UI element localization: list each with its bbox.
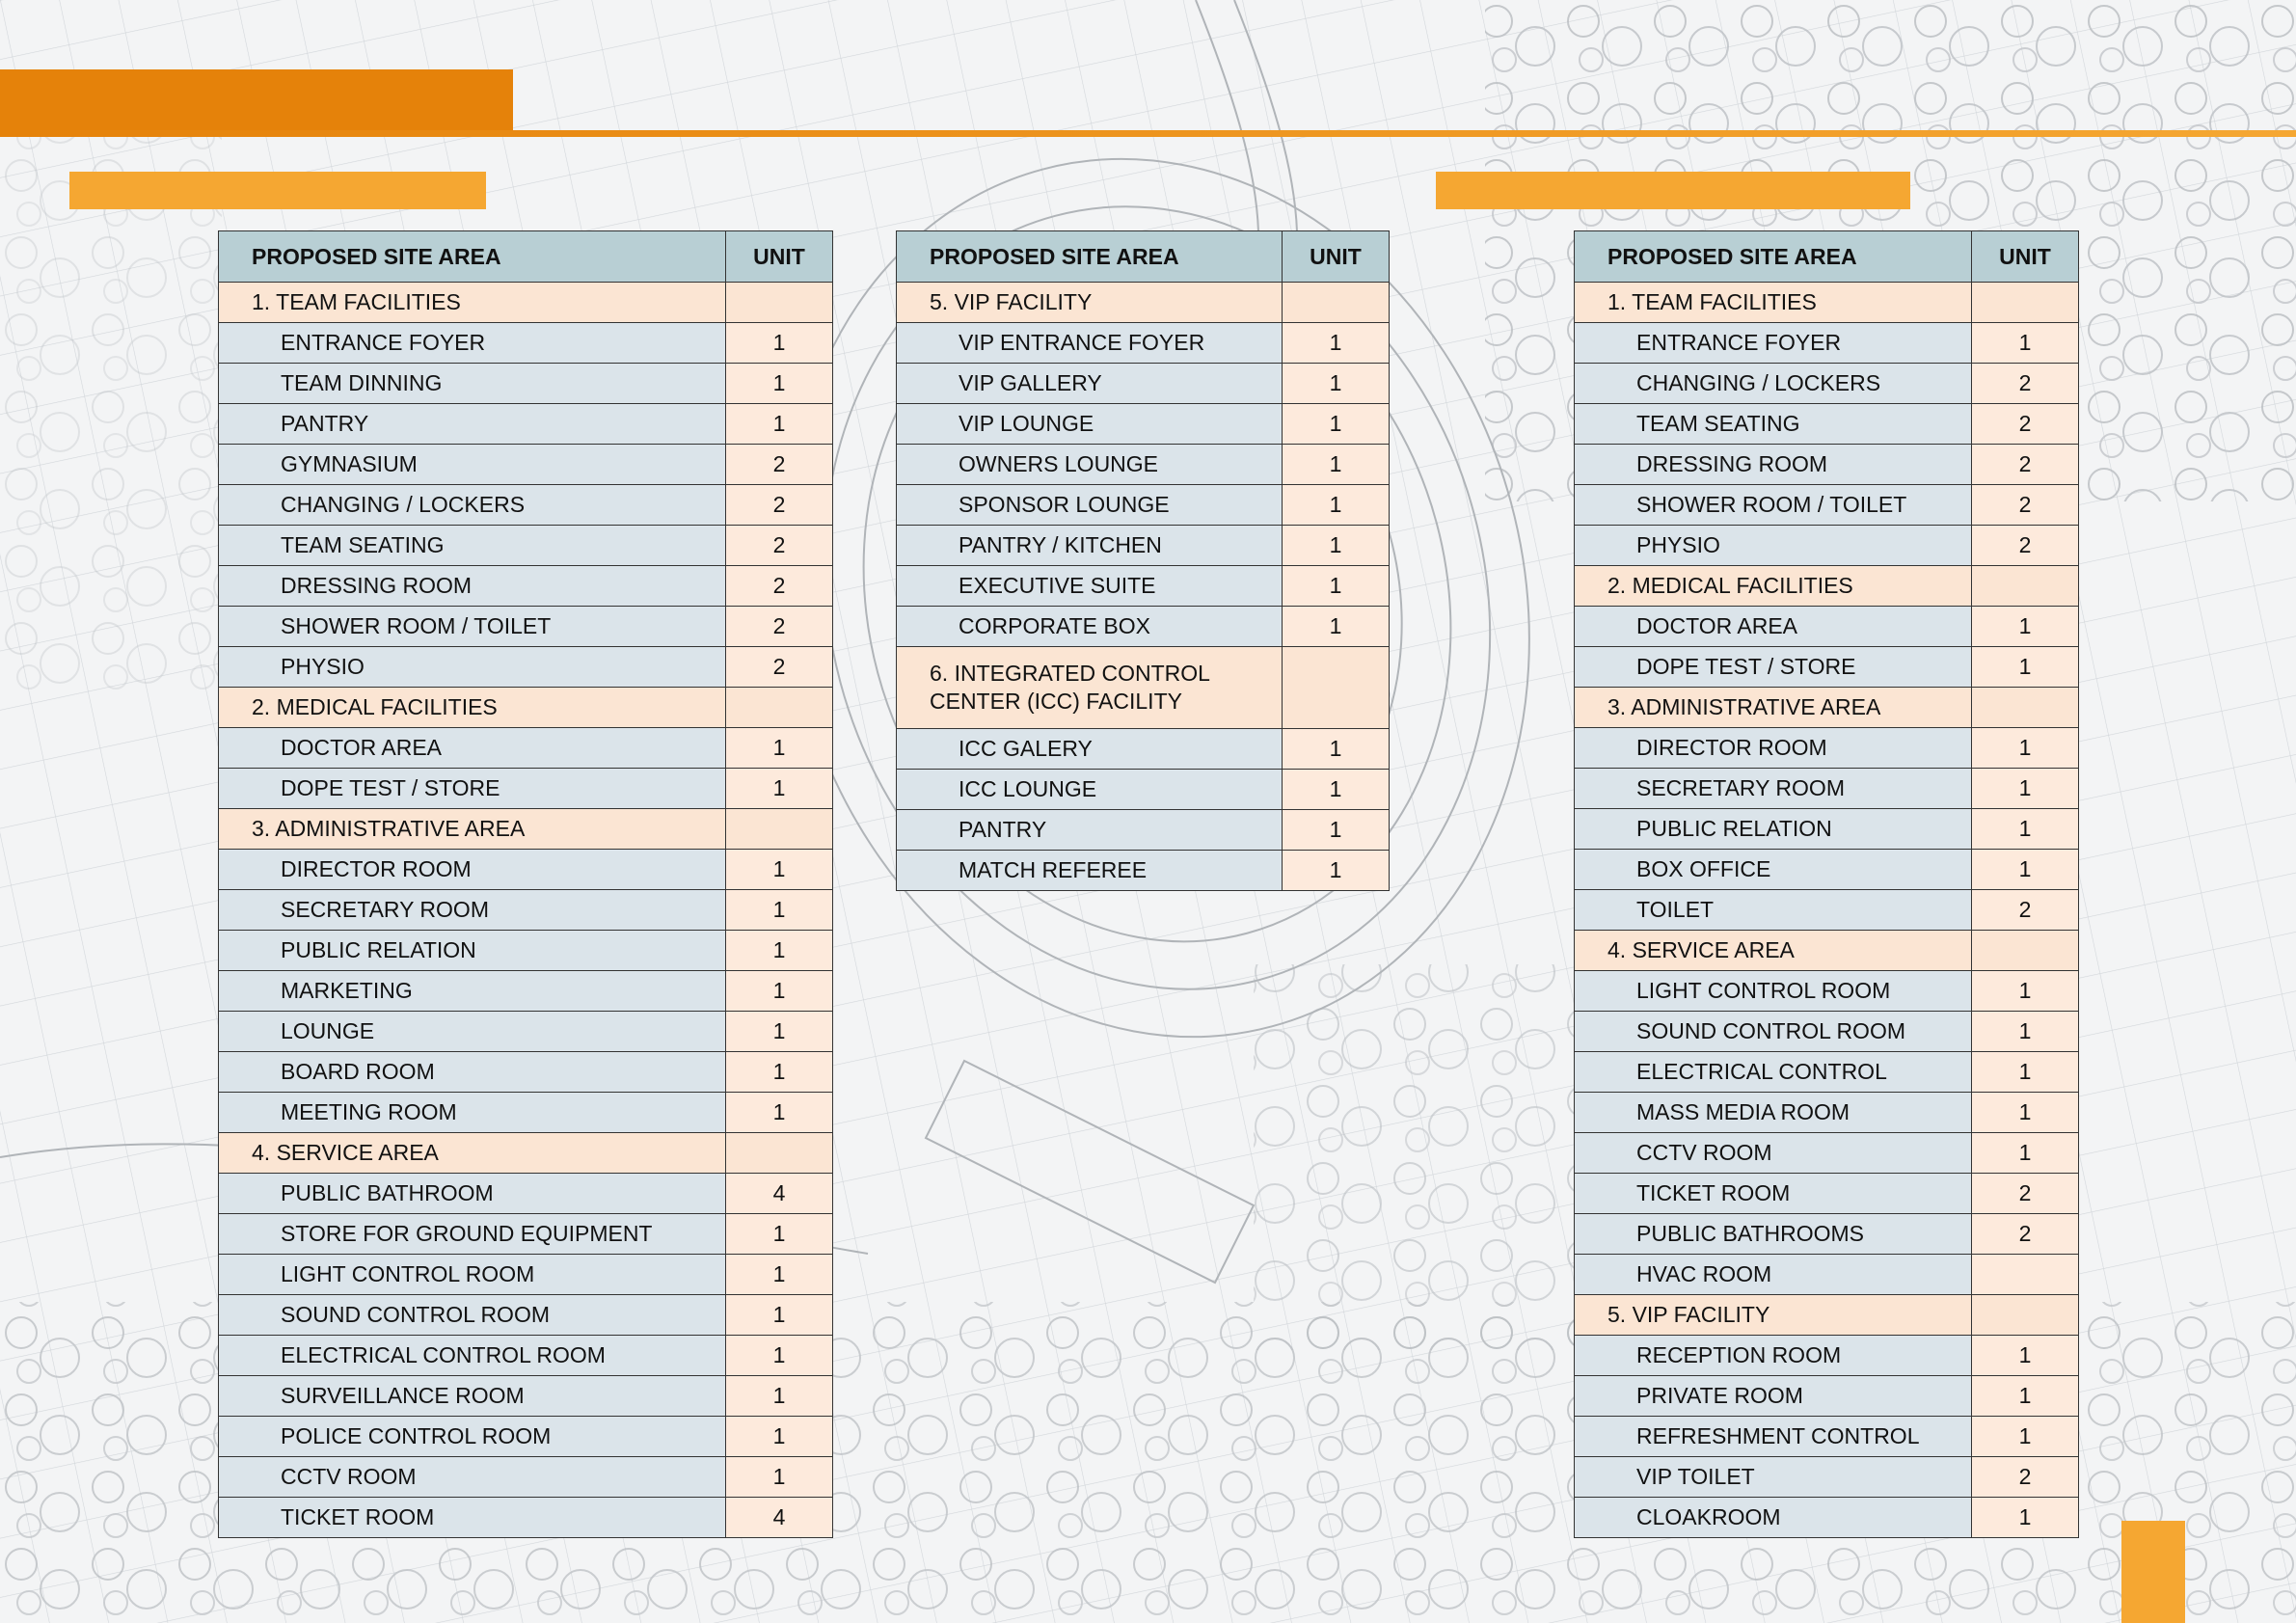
unit-count: 2 (726, 445, 833, 485)
space-name: MARKETING (219, 971, 726, 1012)
table-row (897, 770, 1390, 810)
table-row (219, 1417, 833, 1457)
space-name: MEETING ROOM (219, 1093, 726, 1133)
space-name: VIP GALLERY (897, 364, 1283, 404)
space-name: MASS MEDIA ROOM (1575, 1093, 1972, 1133)
unit-count: 1 (726, 1012, 833, 1052)
table-row (219, 485, 833, 526)
space-name: TICKET ROOM (219, 1498, 726, 1538)
category-name: 5. VIP FACILITY (897, 283, 1283, 323)
unit-count: 1 (726, 404, 833, 445)
table-body (219, 283, 833, 1538)
right-label-bar (1436, 172, 1910, 209)
table-row (219, 1376, 833, 1417)
space-name: CLOAKROOM (1575, 1498, 1972, 1538)
unit-count: 1 (1972, 1093, 2079, 1133)
table-row (1575, 1457, 2079, 1498)
unit-count (1972, 1255, 2079, 1295)
unit-count: 1 (726, 971, 833, 1012)
table-row (897, 566, 1390, 607)
table-row (219, 1174, 833, 1214)
unit-count: 1 (1972, 647, 2079, 688)
space-name: LIGHT CONTROL ROOM (1575, 971, 1972, 1012)
table-row (219, 1295, 833, 1336)
unit-count: 1 (726, 1093, 833, 1133)
category-row (1575, 566, 2079, 607)
table-row (897, 364, 1390, 404)
unit-count (1972, 283, 2079, 323)
unit-count: 2 (1972, 445, 2079, 485)
space-name: TICKET ROOM (1575, 1174, 1972, 1214)
table-row (897, 445, 1390, 485)
category-row (1575, 283, 2079, 323)
unit-count: 1 (1972, 1012, 2079, 1052)
table-row (1575, 1052, 2079, 1093)
category-name: 3. ADMINISTRATIVE AREA (1575, 688, 1972, 728)
table-row (897, 810, 1390, 851)
space-name: OWNERS LOUNGE (897, 445, 1283, 485)
unit-count: 2 (1972, 364, 2079, 404)
unit-count: 1 (1972, 1336, 2079, 1376)
unit-count (726, 809, 833, 850)
space-name: CHANGING / LOCKERS (219, 485, 726, 526)
unit-count: 1 (726, 1457, 833, 1498)
unit-count: 1 (726, 1214, 833, 1255)
category-name: 4. SERVICE AREA (219, 1133, 726, 1174)
space-name: SECRETARY ROOM (1575, 769, 1972, 809)
space-name: PUBLIC RELATION (1575, 809, 1972, 850)
unit-count: 1 (1972, 607, 2079, 647)
table-row (219, 607, 833, 647)
table-row (1575, 485, 2079, 526)
unit-count: 1 (1283, 729, 1390, 770)
space-name: TOILET (1575, 890, 1972, 931)
table-row (897, 729, 1390, 770)
space-name: DOCTOR AREA (219, 728, 726, 769)
left-label-bar (69, 172, 486, 209)
table-body (1575, 283, 2079, 1538)
table-row (219, 769, 833, 809)
category-name: 3. ADMINISTRATIVE AREA (219, 809, 726, 850)
unit-count: 2 (726, 485, 833, 526)
table-row (897, 485, 1390, 526)
table-row (219, 1214, 833, 1255)
space-name: REFRESHMENT CONTROL (1575, 1417, 1972, 1457)
unit-count: 1 (1283, 404, 1390, 445)
unit-count: 2 (1972, 404, 2079, 445)
unit-count: 1 (1972, 1133, 2079, 1174)
category-row (1575, 931, 2079, 971)
table-row (219, 1498, 833, 1538)
unit-count: 1 (1283, 770, 1390, 810)
space-name: PRIVATE ROOM (1575, 1376, 1972, 1417)
table-row (219, 566, 833, 607)
unit-count: 1 (1283, 485, 1390, 526)
table-row (897, 607, 1390, 647)
category-name: 6. INTEGRATED CONTROL CENTER (ICC) FACILITY (897, 647, 1283, 729)
space-name: CCTV ROOM (1575, 1133, 1972, 1174)
space-name: ENTRANCE FOYER (219, 323, 726, 364)
space-name: ELECTRICAL CONTROL ROOM (219, 1336, 726, 1376)
space-name: VIP TOILET (1575, 1457, 1972, 1498)
table-row (1575, 1133, 2079, 1174)
category-name: 5. VIP FACILITY (1575, 1295, 1972, 1336)
table-header-row (219, 231, 833, 283)
table-row (897, 851, 1390, 891)
unit-count: 1 (1283, 566, 1390, 607)
unit-count: 1 (1283, 364, 1390, 404)
program-table-2 (896, 230, 1390, 891)
space-name: TEAM SEATING (219, 526, 726, 566)
unit-count: 2 (1972, 526, 2079, 566)
space-name: SURVEILLANCE ROOM (219, 1376, 726, 1417)
unit-count (726, 688, 833, 728)
table-row (1575, 1417, 2079, 1457)
unit-count: 1 (1283, 851, 1390, 891)
category-row (219, 283, 833, 323)
table-row (219, 1336, 833, 1376)
table-row (1575, 445, 2079, 485)
table-row (1575, 404, 2079, 445)
table-row (219, 647, 833, 688)
unit-count: 1 (726, 1255, 833, 1295)
table-row (1575, 1214, 2079, 1255)
space-name: SECRETARY ROOM (219, 890, 726, 931)
table-row (219, 445, 833, 485)
table-row (1575, 1336, 2079, 1376)
table-row (1575, 890, 2079, 931)
unit-count: 4 (726, 1174, 833, 1214)
unit-count (1972, 566, 2079, 607)
table-row (219, 890, 833, 931)
space-name: SOUND CONTROL ROOM (219, 1295, 726, 1336)
unit-count: 2 (726, 647, 833, 688)
space-name: DOCTOR AREA (1575, 607, 1972, 647)
unit-count: 1 (726, 931, 833, 971)
unit-count: 2 (726, 607, 833, 647)
corner-accent-block (2121, 1521, 2185, 1623)
table-row (1575, 1376, 2079, 1417)
unit-count: 1 (726, 1052, 833, 1093)
table-row (897, 323, 1390, 364)
unit-count: 1 (726, 364, 833, 404)
unit-count: 1 (1283, 607, 1390, 647)
category-row (219, 1133, 833, 1174)
unit-count: 1 (1283, 445, 1390, 485)
table-row (1575, 364, 2079, 404)
unit-count: 2 (1972, 890, 2079, 931)
table-row (1575, 769, 2079, 809)
unit-count (1972, 1295, 2079, 1336)
unit-count: 1 (726, 1417, 833, 1457)
category-name: 2. MEDICAL FACILITIES (219, 688, 726, 728)
space-name: DIRECTOR ROOM (219, 850, 726, 890)
space-name: PANTRY / KITCHEN (897, 526, 1283, 566)
category-row (219, 809, 833, 850)
table-row (219, 1457, 833, 1498)
unit-count: 1 (726, 1376, 833, 1417)
space-name: VIP ENTRANCE FOYER (897, 323, 1283, 364)
program-table-3 (1574, 230, 2079, 1538)
space-name: LOUNGE (219, 1012, 726, 1052)
table-row (1575, 1498, 2079, 1538)
unit-count: 1 (1972, 728, 2079, 769)
table-row (219, 931, 833, 971)
unit-count (1283, 647, 1390, 729)
unit-count: 4 (726, 1498, 833, 1538)
header-accent-line (0, 130, 2296, 137)
space-name: PUBLIC BATHROOM (219, 1174, 726, 1214)
space-name: HVAC ROOM (1575, 1255, 1972, 1295)
unit-count: 1 (1972, 1376, 2079, 1417)
space-name: CHANGING / LOCKERS (1575, 364, 1972, 404)
header-accent-block (0, 69, 513, 135)
table-row (219, 1012, 833, 1052)
space-name: EXECUTIVE SUITE (897, 566, 1283, 607)
unit-count: 1 (726, 323, 833, 364)
unit-count: 1 (726, 1295, 833, 1336)
space-name: BOARD ROOM (219, 1052, 726, 1093)
space-name: PUBLIC BATHROOMS (1575, 1214, 1972, 1255)
space-name: ELECTRICAL CONTROL (1575, 1052, 1972, 1093)
space-name: DOPE TEST / STORE (219, 769, 726, 809)
table-row (1575, 607, 2079, 647)
unit-count: 1 (726, 890, 833, 931)
unit-count (726, 283, 833, 323)
unit-count: 1 (1283, 810, 1390, 851)
category-name: 1. TEAM FACILITIES (219, 283, 726, 323)
column-header-area: PROPOSED SITE AREA (1575, 231, 1972, 283)
table-row (219, 850, 833, 890)
space-name: PANTRY (897, 810, 1283, 851)
table-row (1575, 1093, 2079, 1133)
space-name: DRESSING ROOM (1575, 445, 1972, 485)
space-name: VIP LOUNGE (897, 404, 1283, 445)
unit-count: 2 (726, 566, 833, 607)
space-name: PHYSIO (219, 647, 726, 688)
space-name: SHOWER ROOM / TOILET (1575, 485, 1972, 526)
space-name: PHYSIO (1575, 526, 1972, 566)
category-row (1575, 688, 2079, 728)
space-name: POLICE CONTROL ROOM (219, 1417, 726, 1457)
space-name: PANTRY (219, 404, 726, 445)
table-row (219, 1052, 833, 1093)
table-row (1575, 1174, 2079, 1214)
unit-count: 2 (1972, 1214, 2079, 1255)
category-name: 4. SERVICE AREA (1575, 931, 1972, 971)
unit-count: 1 (1972, 1052, 2079, 1093)
table-header-row (1575, 231, 2079, 283)
unit-count: 2 (1972, 1457, 2079, 1498)
space-name: PUBLIC RELATION (219, 931, 726, 971)
unit-count: 2 (726, 526, 833, 566)
table-row (219, 323, 833, 364)
unit-count: 2 (1972, 1174, 2079, 1214)
unit-count: 1 (1972, 769, 2079, 809)
space-name: STORE FOR GROUND EQUIPMENT (219, 1214, 726, 1255)
column-header-area: PROPOSED SITE AREA (219, 231, 726, 283)
column-header-unit: UNIT (1283, 231, 1390, 283)
table-row (219, 1093, 833, 1133)
space-name: RECEPTION ROOM (1575, 1336, 1972, 1376)
space-name: TEAM SEATING (1575, 404, 1972, 445)
unit-count: 1 (1283, 526, 1390, 566)
category-row (897, 283, 1390, 323)
space-name: CCTV ROOM (219, 1457, 726, 1498)
unit-count (1972, 688, 2079, 728)
space-name: MATCH REFEREE (897, 851, 1283, 891)
category-name: 2. MEDICAL FACILITIES (1575, 566, 1972, 607)
unit-count: 1 (1972, 809, 2079, 850)
space-name: CORPORATE BOX (897, 607, 1283, 647)
table-row (219, 404, 833, 445)
table-row (1575, 850, 2079, 890)
space-name: ICC LOUNGE (897, 770, 1283, 810)
table-row (1575, 526, 2079, 566)
table-row (1575, 1255, 2079, 1295)
space-name: SOUND CONTROL ROOM (1575, 1012, 1972, 1052)
space-name: DRESSING ROOM (219, 566, 726, 607)
space-name: DOPE TEST / STORE (1575, 647, 1972, 688)
table-row (219, 526, 833, 566)
unit-count: 1 (1283, 323, 1390, 364)
table-row (219, 971, 833, 1012)
table-row (219, 1255, 833, 1295)
unit-count (726, 1133, 833, 1174)
space-name: ENTRANCE FOYER (1575, 323, 1972, 364)
unit-count: 1 (726, 769, 833, 809)
unit-count: 1 (1972, 1417, 2079, 1457)
space-name: GYMNASIUM (219, 445, 726, 485)
category-row (1575, 1295, 2079, 1336)
table-row (1575, 809, 2079, 850)
program-table-1 (218, 230, 833, 1538)
column-header-unit: UNIT (726, 231, 833, 283)
table-row (1575, 728, 2079, 769)
table-row (1575, 647, 2079, 688)
column-header-area: PROPOSED SITE AREA (897, 231, 1283, 283)
table-row (897, 526, 1390, 566)
space-name: SPONSOR LOUNGE (897, 485, 1283, 526)
unit-count: 1 (1972, 971, 2079, 1012)
unit-count (1972, 931, 2079, 971)
table-header-row (897, 231, 1390, 283)
unit-count: 1 (726, 850, 833, 890)
space-name: LIGHT CONTROL ROOM (219, 1255, 726, 1295)
category-name: 1. TEAM FACILITIES (1575, 283, 1972, 323)
column-header-unit: UNIT (1972, 231, 2079, 283)
table-row (1575, 971, 2079, 1012)
table-row (1575, 323, 2079, 364)
table-row (1575, 1012, 2079, 1052)
unit-count (1283, 283, 1390, 323)
space-name: TEAM DINNING (219, 364, 726, 404)
table-body (897, 283, 1390, 891)
category-row (897, 647, 1390, 729)
unit-count: 1 (1972, 1498, 2079, 1538)
space-name: ICC GALERY (897, 729, 1283, 770)
space-name: SHOWER ROOM / TOILET (219, 607, 726, 647)
unit-count: 1 (726, 1336, 833, 1376)
table-row (897, 404, 1390, 445)
table-row (219, 728, 833, 769)
space-name: BOX OFFICE (1575, 850, 1972, 890)
unit-count: 1 (726, 728, 833, 769)
unit-count: 1 (1972, 850, 2079, 890)
unit-count: 1 (1972, 323, 2079, 364)
category-row (219, 688, 833, 728)
unit-count: 2 (1972, 485, 2079, 526)
table-row (219, 364, 833, 404)
space-name: DIRECTOR ROOM (1575, 728, 1972, 769)
